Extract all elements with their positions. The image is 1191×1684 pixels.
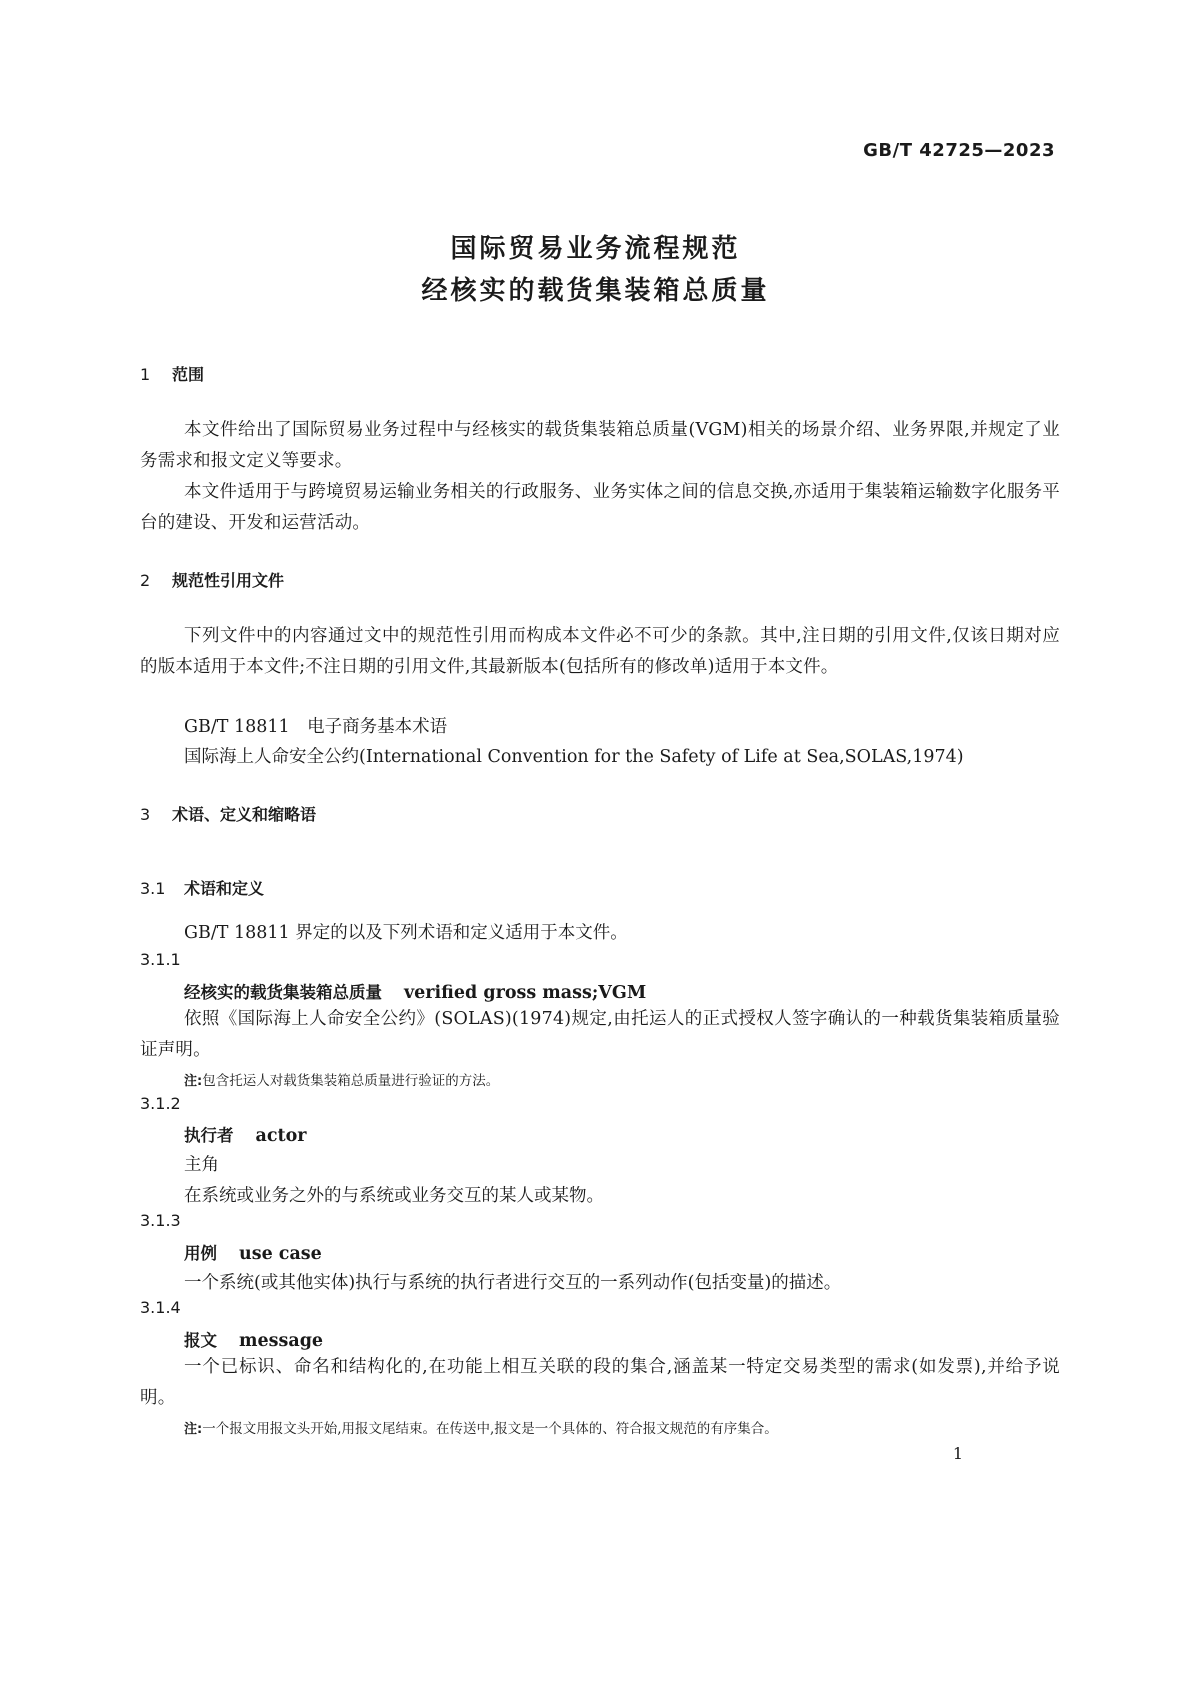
term-chinese: 执行者: [184, 1126, 234, 1145]
section-2-heading: [140, 568, 284, 591]
section-number: 3: [140, 805, 151, 824]
term-entry: [184, 1327, 323, 1351]
term-definition: 在系统或业务之外的与系统或业务交互的某人或某物。: [184, 1186, 604, 1206]
section-3-1-heading: [140, 876, 264, 899]
note-text: 包含托运人对载货集装箱总质量进行验证的方法。: [202, 1073, 500, 1089]
term-chinese: 经核实的载货集装箱总质量: [184, 983, 382, 1002]
section-3-heading: [140, 802, 316, 825]
term-chinese: 用例: [184, 1244, 217, 1263]
subsection-number: 3.1: [140, 879, 166, 898]
section-title: 术语、定义和缩略语: [172, 805, 317, 824]
normative-reference-2: 国际海上人命安全公约(International Convention for the Safety of Life at Sea,SOLAS,1974): [184, 747, 964, 767]
clause-number: 3.1.2: [140, 1094, 181, 1113]
section-1-heading: [140, 362, 204, 385]
term-note: [184, 1069, 499, 1089]
clause-number: 3.1.3: [140, 1211, 181, 1230]
section-2-paragraph: 下列文件中的内容通过文中的规范性引用而构成本文件必不可少的条款。其中,注日期的引用文件,仅该日期对应的版本适用于本文件;不注日期的引用文件,其最新版本(包括所有的修改单)适用于本文件。: [140, 626, 1060, 677]
document-title-line-2: 经核实的载货集装箱总质量: [421, 276, 770, 306]
subsection-title: 术语和定义: [184, 879, 265, 898]
term-entry: [184, 1240, 322, 1264]
note-label: 注:: [184, 1422, 203, 1437]
term-english: actor: [255, 1126, 307, 1146]
term-definition: 一个已标识、命名和结构化的,在功能上相互关联的段的集合,涵盖某一特定交易类型的需求(如发票),并给予说明。: [140, 1357, 1060, 1408]
section-title: 范围: [172, 365, 205, 384]
clause-number: 3.1.4: [140, 1298, 181, 1317]
note-label: 注:: [184, 1074, 203, 1089]
terms-intro: GB/T 18811 界定的以及下列术语和定义适用于本文件。: [184, 923, 628, 943]
document-title-line-1: 国际贸易业务流程规范: [450, 234, 741, 264]
section-1-paragraph-1: 本文件给出了国际贸易业务过程中与经核实的载货集装箱总质量(VGM)相关的场景介绍、业务界限,并规定了业务需求和报文定义等要求。: [140, 420, 1060, 471]
term-chinese: 报文: [184, 1331, 217, 1350]
term-admitted-synonym: 主角: [184, 1155, 219, 1175]
term-english: use case: [239, 1244, 322, 1264]
standard-code: GB/T 42725—2023: [863, 140, 1055, 161]
section-title: 规范性引用文件: [172, 571, 285, 590]
term-english: verified gross mass;VGM: [404, 983, 647, 1003]
term-entry: [184, 1122, 306, 1146]
term-english: message: [239, 1331, 324, 1351]
term-note: [184, 1417, 778, 1437]
normative-reference-1: GB/T 18811 电子商务基本术语: [184, 717, 448, 737]
page-number: 1: [952, 1444, 963, 1463]
term-entry: [184, 979, 646, 1003]
section-1-paragraph-2: 本文件适用于与跨境贸易运输业务相关的行政服务、业务实体之间的信息交换,亦适用于集装箱运输数字化服务平台的建设、开发和运营活动。: [140, 482, 1060, 533]
section-number: 1: [140, 365, 151, 384]
section-number: 2: [140, 571, 151, 590]
clause-number: 3.1.1: [140, 950, 181, 969]
term-definition: 一个系统(或其他实体)执行与系统的执行者进行交互的一系列动作(包括变量)的描述。: [184, 1273, 842, 1293]
note-text: 一个报文用报文头开始,用报文尾结束。在传送中,报文是一个具体的、符合报文规范的有序集合。: [202, 1421, 778, 1437]
term-definition: 依照《国际海上人命安全公约》(SOLAS)(1974)规定,由托运人的正式授权人签字确认的一种载货集装箱质量验证声明。: [140, 1009, 1060, 1060]
